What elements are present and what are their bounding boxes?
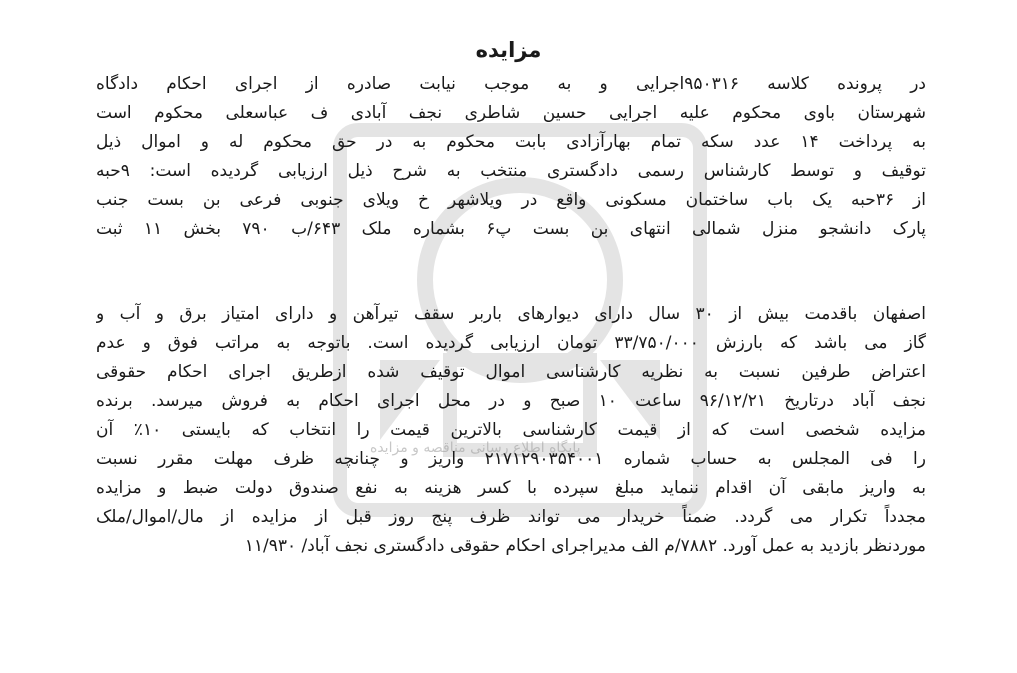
paragraph-line: به واریز مابقی آن اقدام ننماید مبلغ سپرده با کسر هزینه به نفع صندوق دولت ضبط و مزایده	[96, 478, 926, 498]
notice-title: مزایده	[475, 38, 542, 62]
paragraph-line: توقیف و توسط کارشناس رسمی دادگستری منتخب به شرح ذیل ارزیابی گردیده است: ۹حبه	[96, 161, 926, 181]
paragraph-line: به پرداخت ۱۴ عدد سکه تمام بهارآزادی بابت محکوم به در حق محکوم له و اموال ذیل	[96, 132, 926, 152]
watermark-text: پایگاه اطلاع رسانی مناقصه و مزایده	[370, 440, 581, 456]
paragraph-line: را فی المجلس به حساب شماره ۲۱۷۱۲۹۰۳۵۴۰۰۱ واریز و چنانچه ظرف مهلت مقرر نسبت	[96, 449, 926, 469]
notice-paragraph-1	[96, 70, 926, 244]
paragraph-line: پارک دانشجو منزل شمالی انتهای بن بست پ۶ بشماره ملک ۶۴۳/ب ۷۹۰ بخش ۱۱ ثبت	[96, 219, 926, 239]
paragraph-line: گاز می باشد که بارزش ۳۳/۷۵۰/۰۰۰ تومان ارزیابی گردیده است. باتوجه به مراتب فوق و عدم	[96, 333, 926, 353]
paragraph-line: از ۳۶حبه یک باب ساختمان مسکونی واقع در ویلاشهر خ ویلای جنوبی فرعی بن بست جنب	[96, 190, 926, 210]
paragraph-line: نجف آباد درتاریخ ۹۶/۱۲/۲۱ ساعت ۱۰ صبح و در محل اجرای احکام به فروش میرسد. برنده	[96, 391, 926, 411]
paragraph-line: شهرستان باوی محکوم علیه اجرایی حسین شاطری نجف آبادی ف عباسعلی محکوم است	[96, 103, 926, 123]
notice-paragraph-2	[96, 300, 926, 561]
paragraph-line: در پرونده کلاسه ۹۵۰۳۱۶اجرایی و به موجب نیابت صادره از اجرای احکام دادگاه	[96, 74, 926, 94]
paragraph-line: مجدداً تکرار می گردد. ضمناً خریدار می تواند ظرف پنج روز قبل از مزایده از مال/اموال/ملک	[96, 507, 926, 527]
paragraph-line: اعتراض طرفین نسبت به نظریه کارشناسی اموال توقیف شده ازطریق اجرای احکام حقوقی	[96, 362, 926, 382]
paragraph-line: مزایده شخصی است که از قیمت کارشناسی بالاترین قیمت را انتخاب که بایستی ۱۰٪ آن	[96, 420, 926, 440]
paragraph-line: موردنظر بازدید به عمل آورد. ۷۸۸۲/م الف مدیراجرای احکام حقوقی دادگستری نجف آباد/ ۱۱/۹۳۰	[244, 536, 926, 556]
paragraph-line: اصفهان باقدمت بیش از ۳۰ سال دارای دیوارهای باربر سقف تیرآهن و دارای امتیاز برق و آب و	[96, 304, 926, 324]
